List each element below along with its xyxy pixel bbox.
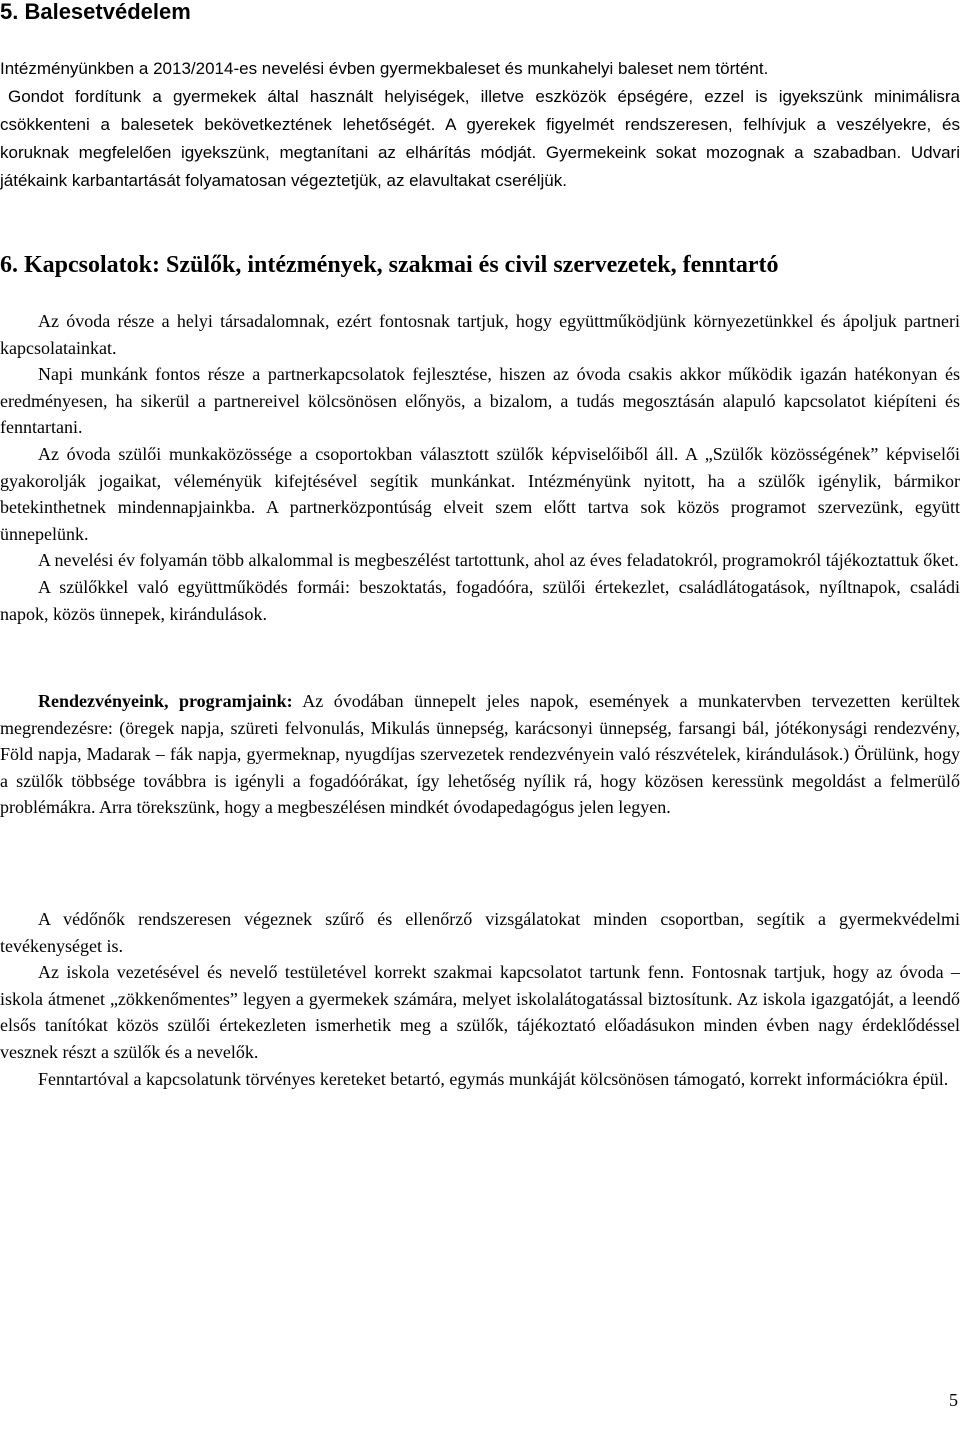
section-6-paragraph-1: Az óvoda része a helyi társadalomnak, ezért fontosnak tartjuk, hogy együttműködjünk környezetünkkel és ápoljuk partneri kapcsolatainkat. xyxy=(0,311,960,358)
section-6-events xyxy=(0,688,960,821)
section-5-body xyxy=(0,55,960,195)
section-6-paragraph-4: A nevelési év folyamán több alkalommal is megbeszélést tartottunk, ahol az éves feladatokról, programokról tájékoztattuk őket. xyxy=(38,550,959,571)
section-6-paragraph-5: A szülőkkel való együttműködés formái: beszoktatás, fogadóóra, szülői értekezlet, családlátogatások, nyíltnapok, családi napok, közös ünnepek, kirándulások. xyxy=(0,576,960,624)
section-6-paragraph-2: Napi munkánk fontos része a partnerkapcsolatok fejlesztése, hiszen az óvoda csakis akkor működik igazán hatékonyan és eredményesen, ha sikerül a partnereivel kölcsönösen előnyös, a bizalom, a tudás megosztásán alapuló kapcsolatot kiépíteni és fenntartani. xyxy=(0,364,960,438)
section-5-heading: 5. Balesetvédelem xyxy=(0,0,191,24)
section-5-paragraph-1: Intézményünkben a 2013/2014-es nevelési évben gyermekbaleset és munkahelyi baleset nem történt. xyxy=(0,59,769,78)
section-5-paragraph-2: Gondot fordítunk a gyermekek által használt helyiségek, illetve eszközök épségére, ezzel is igyekszünk minimálisra csökkenteni a balesetek bekövetkeztének lehetőségét. A gyerekek figyelmét rendszeresen, felhívjuk a veszélyekre, és koruknak megfelelően igyekszünk, megtanítani az elhárítás módját. Gyermekeink sokat mozognak a szabadban. Udvari játékaink karbantartását folyamatosan végeztetjük, az elavultakat cseréljük. xyxy=(0,87,960,190)
page-number: 5 xyxy=(949,1390,958,1410)
section-6-paragraph-6 xyxy=(0,688,960,821)
section-6-intro xyxy=(0,308,960,627)
section-6-partners xyxy=(0,906,960,1092)
section-6-paragraph-3: Az óvoda szülői munkaközössége a csoportokban választott szülők képviselőiből áll. A „Szülők közösségének” képviselői gyakorolják jogaikat, véleményük kifejtésével segítik munkánkat. Intézményünk nyitott, ha a szülők igénylik, bármikor betekinthetnek mindennapjainkba. A partnerközpontúság elveit szem előtt tartva sok közös programot szervezünk, együtt ünnepelünk. xyxy=(0,443,960,544)
section-6-heading: 6. Kapcsolatok: Szülők, intézmények, szakmai és civil szervezetek, fenntartó xyxy=(0,252,779,278)
section-6-paragraph-8: Az iskola vezetésével és nevelő testületével korrekt szakmai kapcsolatot tartunk fenn. Fontosnak tartjuk, hogy az óvoda – iskola átmenet „zökkenőmentes” legyen a gyermekek számára, melyet iskolalátogatással biztosítunk. Az iskola igazgatóját, a leendő elsős tanítókat közös szülői értekezleten ismerhetik meg a szülők, tájékoztató előadásukon minden évben nagy érdeklődéssel vesznek részt a szülők és a nevelők. xyxy=(0,962,960,1062)
section-6-paragraph-9: Fenntartóval a kapcsolatunk törvényes kereteket betartó, egymás munkáját kölcsönösen támogató, korrekt információkra épül. xyxy=(38,1068,949,1089)
events-text: Az óvodában ünnepelt jeles napok, események a munkatervben tervezetten kerültek megrendezésre: (öregek napja, szüreti felvonulás, Mikulás ünnepség, karácsonyi ünnepség, farsangi bál, jótékonysági rendezvény, Föld napja, Madarak – fák napja, gyermeknap, nyugdíjas szervezetek rendezvényein való részvételek, kirándulások.) Örülünk, hogy a szülők többsége továbbra is igényli a fogadóórákat, így lehetőség nyílik rá, hogy közösen keressünk megoldást a felmerülő problémákra. Arra törekszünk, hogy a megbeszélésen mindkét óvodapedagógus jelen legyen. xyxy=(0,691,960,818)
events-heading: Rendezvényeink, programjaink: xyxy=(38,691,293,711)
section-6-paragraph-7: A védőnők rendszeresen végeznek szűrő és ellenőrző vizsgálatokat minden csoportban, segítik a gyermekvédelmi tevékenységet is. xyxy=(0,909,960,956)
